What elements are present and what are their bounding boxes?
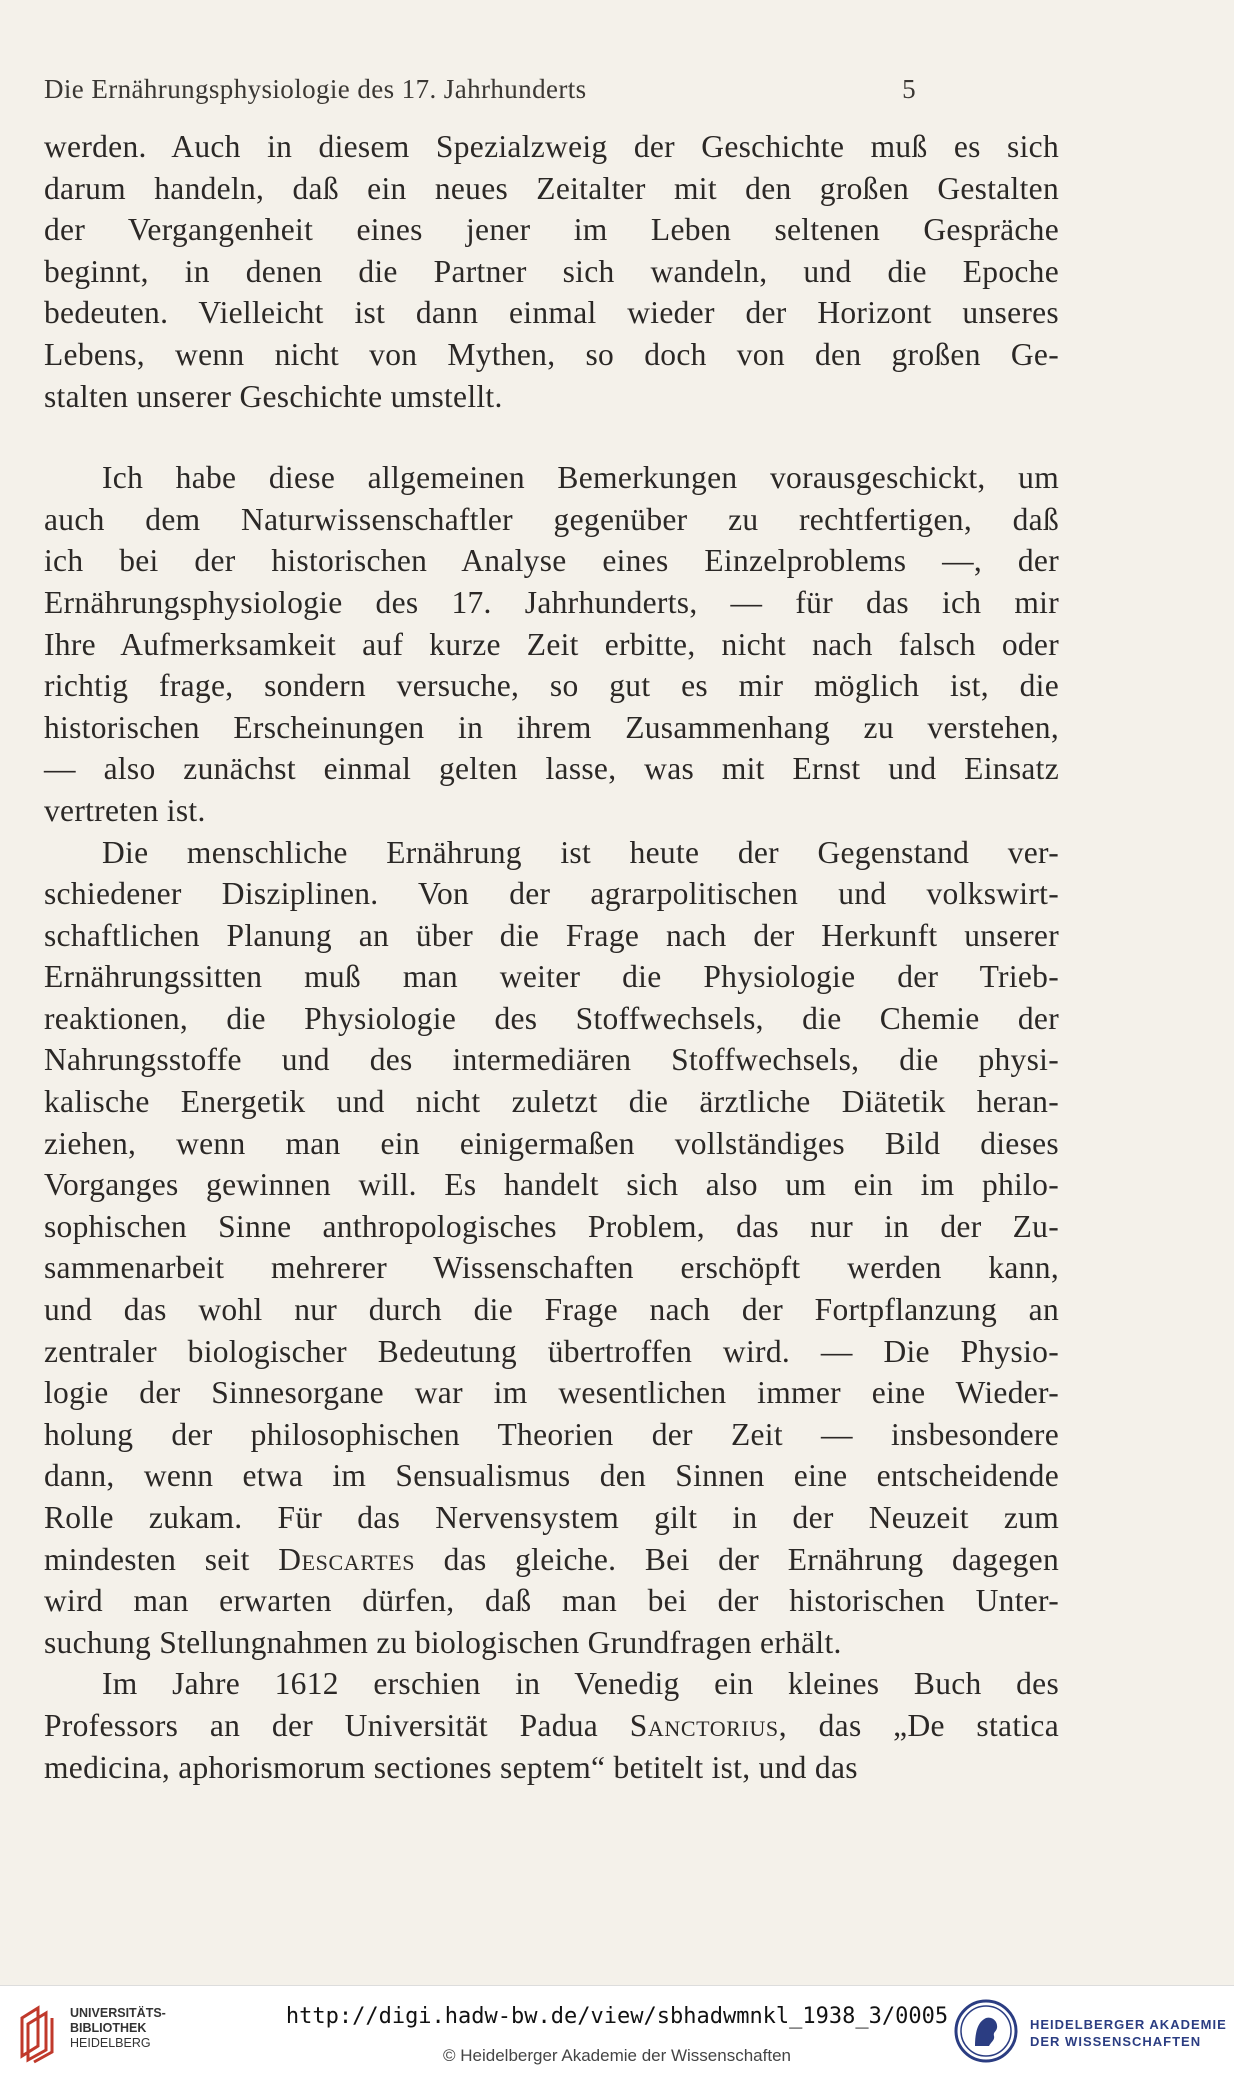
text-line: beginnt, in denen die Partner sich wandeln, und die Epoche (44, 253, 1059, 289)
text-line: dann, wenn etwa im Sensualismus den Sinnen eine entscheidende (44, 1458, 1059, 1494)
text-line: logie der Sinnesorgane war im wesentlichen immer eine Wieder- (44, 1375, 1059, 1411)
text-line: vertreten ist. (44, 792, 206, 828)
academy-seal-icon (953, 1998, 1019, 2064)
text-line: Lebens, wenn nicht von Mythen, so doch von den großen Ge- (44, 336, 1059, 372)
text-line: werden. Auch in diesem Spezialzweig der Geschichte muß es sich (44, 129, 1059, 164)
text-line: holung der philosophischen Theorien der Zeit — insbesondere (44, 1416, 1059, 1452)
text-line: — also zunächst einmal gelten lasse, was mit Ernst und Einsatz (44, 751, 1059, 787)
ub-line-1: UNIVERSITÄTS- (70, 2006, 166, 2020)
body-text (44, 126, 1059, 1788)
author-name: Sanctorius (629, 1707, 779, 1743)
text-line: Ernährungssitten muß man weiter die Physiologie der Trieb- (44, 959, 1059, 995)
academy-line-1: HEIDELBERGER AKADEMIE (1030, 2017, 1227, 2032)
text-line: Die menschliche Ernährung ist heute der Gegenstand ver- (102, 834, 1059, 870)
text-line: Rolle zukam. Für das Nervensystem gilt in der Neuzeit zum (44, 1500, 1059, 1535)
academy-line-2: DER WISSENSCHAFTEN (1030, 2034, 1202, 2049)
text-line: darum handeln, daß ein neues Zeitalter mit den großen Gestalten (44, 170, 1059, 206)
text-line: kalische Energetik und nicht zuletzt die ärztliche Diätetik heran- (44, 1084, 1059, 1120)
text-line: schaftlichen Planung an über die Frage nach der Herkunft unserer (44, 917, 1059, 953)
running-head (44, 74, 1050, 114)
text-line: der Vergangenheit eines jener im Leben seltenen Gespräche (44, 212, 1059, 248)
ub-line-3: HEIDELBERG (70, 2036, 151, 2050)
text-line: Ihre Aufmerksamkeit auf kurze Zeit erbitte, nicht nach falsch oder (44, 626, 1059, 662)
text-line: Professors an der Universität Padua Sanctorius, das „De statica (44, 1707, 1059, 1743)
paragraph (44, 832, 1059, 1664)
text-line: historischen Erscheinungen in ihrem Zusammenhang zu verstehen, (44, 709, 1059, 745)
paragraph (44, 1663, 1059, 1788)
text-line: wird man erwarten dürfen, daß man bei der historischen Unter- (44, 1583, 1059, 1619)
text-line: schiedener Disziplinen. Von der agrarpolitischen und volkswirt- (44, 876, 1059, 912)
footer (0, 1985, 1234, 2083)
text-line: ziehen, wenn man ein einigermaßen vollständiges Bild dieses (44, 1125, 1059, 1161)
text-line: Ernährungsphysiologie des 17. Jahrhunderts, — für das ich mir (44, 584, 1059, 620)
permalink-url[interactable]: http://digi.hadw-bw.de/view/sbhadwmnkl_1938_3/0005 (285, 2004, 949, 2029)
text-line: medicina, aphorismorum sectiones septem“ betitelt ist, und das (44, 1749, 858, 1785)
text-line: Nahrungsstoffe und des intermediären Stoffwechsels, die physi- (44, 1042, 1059, 1078)
text-line: Im Jahre 1612 erschien in Venedig ein kleines Buch des (102, 1666, 1059, 1702)
text-line: mindesten seit Descartes das gleiche. Bei der Ernährung dagegen (44, 1541, 1059, 1577)
copyright-notice: © Heidelberger Akademie der Wissenschaften (443, 2046, 791, 2065)
text-line: richtig frage, sondern versuche, so gut es mir möglich ist, die (44, 668, 1059, 704)
text-line: reaktionen, die Physiologie des Stoffwechsels, die Chemie der (44, 1000, 1059, 1036)
paragraph (44, 457, 1059, 831)
text-line: sammenarbeit mehrerer Wissenschaften erschöpft werden kann, (44, 1250, 1059, 1286)
text-line: zentraler biologischer Bedeutung übertroffen wird. — Die Physio- (44, 1333, 1059, 1369)
text-line: und das wohl nur durch die Frage nach der Fortpflanzung an (44, 1292, 1059, 1328)
running-head-title: Die Ernährungsphysiologie des 17. Jahrhunderts (44, 74, 587, 104)
text-line: Ich habe diese allgemeinen Bemerkungen vorausgeschickt, um (102, 460, 1059, 496)
paragraph (44, 126, 1059, 417)
text-line: Vorganges gewinnen will. Es handelt sich also um ein im philo- (44, 1167, 1059, 1203)
author-name: Descartes (278, 1541, 416, 1577)
text-line: auch dem Naturwissenschaftler gegenüber zu rechtfertigen, daß (44, 501, 1059, 537)
text-line: suchung Stellungnahmen zu biologischen Grundfragen erhält. (44, 1624, 842, 1660)
text-line: stalten unserer Geschichte umstellt. (44, 378, 503, 414)
academy-name (1030, 2016, 1227, 2050)
page-number: 5 (902, 74, 916, 104)
text-line: ich bei der historischen Analyse eines Einzelproblems —, der (44, 543, 1059, 579)
paragraph-gap (44, 417, 1059, 457)
text-line: bedeuten. Vielleicht ist dann einmal wieder der Horizont unseres (44, 295, 1059, 331)
text-line: sophischen Sinne anthropologisches Problem, das nur in der Zu- (44, 1208, 1059, 1244)
ub-line-2: BIBLIOTHEK (70, 2021, 147, 2035)
